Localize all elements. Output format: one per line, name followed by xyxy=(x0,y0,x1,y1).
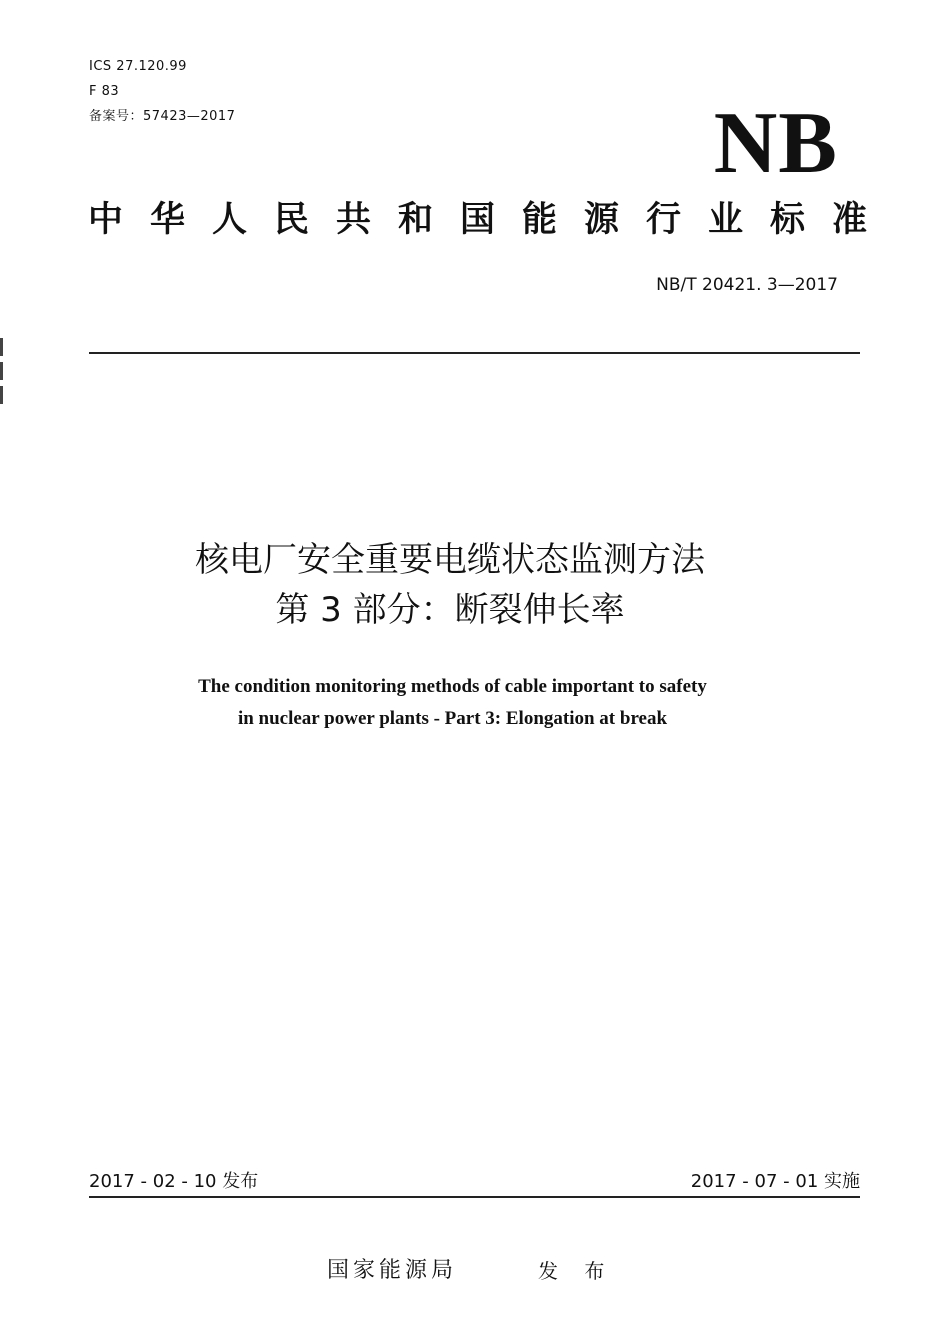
ccs-code: F 83 xyxy=(89,84,120,99)
scan-edge-mark xyxy=(0,338,3,356)
title-en-line2: in nuclear power plants - Part 3: Elongation at break xyxy=(237,708,668,729)
header-divider xyxy=(89,352,860,354)
standard-category-title: 中华人民共和国能源行业标准 xyxy=(88,200,895,240)
title-cn-line2: 第 3 部分：断裂伸长率 xyxy=(275,590,625,630)
ics-code: ICS 27.120.99 xyxy=(89,59,187,74)
standard-number: NB/T 20421. 3—2017 xyxy=(656,275,838,295)
title-en-line1: The condition monitoring methods of cable important to safety xyxy=(198,676,707,697)
scan-edge-mark xyxy=(0,362,3,380)
record-number: 备案号：57423—2017 xyxy=(89,109,236,124)
issue-label: 发 布 xyxy=(538,1259,615,1283)
footer-divider xyxy=(89,1196,860,1198)
scan-edge-mark xyxy=(0,386,3,404)
implement-date: 2017 - 07 - 01 实施 xyxy=(690,1171,860,1192)
title-cn-line1: 核电厂安全重要电缆状态监测方法 xyxy=(195,540,705,580)
publish-date: 2017 - 02 - 10 发布 xyxy=(89,1171,259,1192)
issuing-authority: 国家能源局 xyxy=(327,1258,458,1283)
nb-logo: NB xyxy=(713,95,838,192)
